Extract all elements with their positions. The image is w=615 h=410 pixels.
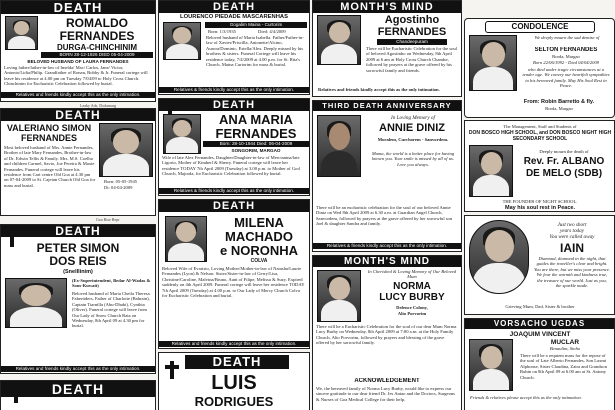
deceased-first-name: ROMALDO <box>66 17 128 29</box>
portrait-photo <box>317 270 361 322</box>
obituary-ana-maria-fernandes <box>158 98 310 196</box>
remembrance-lead-2: years today <box>559 228 585 234</box>
mass-notice-text: There will be a Eucharistic Celebration for the soul of our dear Mum Norma Lucy Burby on Wednesday, 8th April 2009 at 7:00 a.m. at the Holy Family Church, Alto Porvorim, followed by prayers and blessing of the grave offered by her sorrowful family. <box>316 324 457 346</box>
deceased-first-name: VALERIANO SIMON <box>6 124 92 133</box>
rest-in-peace-line: May his soul rest in Peace. <box>504 205 575 211</box>
obituary-romaldo-fernandes <box>0 0 156 102</box>
ad-header: VORSACHO UGDAS <box>465 319 614 329</box>
death-date: Dt: 04-04-2009 <box>104 185 133 190</box>
school-name-2: SECONDARY SCHOOL <box>512 136 568 142</box>
place-line: COLVA <box>250 258 268 264</box>
deceased-name: SELTON FERNANDES <box>534 47 598 53</box>
obituary-luis-rodrigues <box>158 352 310 410</box>
portrait-photo <box>469 220 529 294</box>
obituary-text: Wife of late Alex Fernandes, Daughter/Daughter-in-law of Mercianina/late Ligorio, Mother of Kimberl & Sherry. Funeral cortege will leave her residence TODAY 7th April 2009 (Tuesday) at 3.00 p.m. to Mother of God Church, Majorda, for Eucharistic Celebration followed by burial. <box>162 155 300 177</box>
memory-lead: In Loving Memory of <box>391 115 435 121</box>
deceased-last-name: RODRIGUES <box>194 395 274 408</box>
deceased-name-1: Rev. Fr. ALBANO <box>523 157 605 167</box>
life-dates: Born: 28-10-1944 Died: 06-04-2009 <box>203 141 309 147</box>
condolence-from: From: Robin Barretto & fly. <box>523 99 595 105</box>
portrait-photo <box>165 216 207 262</box>
deceased-first-name: MILENA <box>234 216 284 229</box>
acknowledgement-text: We, the bereaved family of Norma Lucy Burby, would like to express our sincere gratitude to our dear friend Dr. Jes Antao and the Doctors, Surgeons & Nurses of Goa Medical College for their help. <box>316 386 455 402</box>
place-line: Benaulim, Sinho <box>549 346 581 351</box>
portrait-photo <box>469 35 517 91</box>
condolence-from-place: Borda, Margao <box>545 106 573 111</box>
ad-header: CONDOLENCE <box>511 22 569 31</box>
condolence-text: who died under tragic circumstances at a tender age. We convey our heartfelt sympathies to his bereaved family. May His Soul Rest in Peace. <box>522 67 610 89</box>
mourn-lead: Deeply mourn the death of <box>539 149 589 154</box>
intimation-line: Relatives and friends kindly accept this as the only intimation. <box>318 87 440 92</box>
death-date: Died: 4/4/2009 <box>258 29 286 34</box>
memory-lead: In Cherished & Loving Memory of Our Beloved Mum <box>367 269 457 280</box>
obituary-milena-machado <box>158 199 310 349</box>
vorsacho-ugdas-joaquim-muclar <box>464 318 615 410</box>
mourn-lead: We deeply mourn the sad demise of <box>534 35 600 40</box>
obituary-text: Loving father/father-in-law of Imelda/ Mac/ Carlos, Jane/ Victor, Antonio/Lidia/Philip. Grandfather of Ronan, Bobby & Jr. Funeral cortege will leave his residence at 4.00 pm on Tuesday 7/04/09 to Holy Cross Church. Chinchinim for Eucharistic Celebration followed by burial. <box>4 65 148 87</box>
deceased-name: IAIN <box>560 242 584 254</box>
ad-header: DEATH <box>159 200 309 212</box>
deceased-first-name: LUIS <box>211 373 257 393</box>
deceased-alias: DURGA-CHINCHINIM <box>57 43 137 52</box>
intimation-line: Friends & relatives please accept this as the only intimation. <box>470 395 582 400</box>
tribute-lead: The Management, Staff and Students of <box>503 124 577 129</box>
portrait-photo <box>5 16 38 50</box>
deceased-last-name: DOS REIS <box>49 255 107 267</box>
remembrance-signoff: Grieving Mum, Dad, Sister & brother <box>505 304 575 309</box>
place-line-2: Alto Porvorim <box>397 311 427 316</box>
ad-header: MONTH'S MIND <box>313 1 461 13</box>
ad-header: DEATH <box>159 99 309 111</box>
deceased-first-name: NORMA <box>393 282 431 292</box>
deceased-first-name: PETER SIMON <box>36 242 120 254</box>
obituary-text: Most beloved husband of Mrs. Annie Fernandes, Brother of late Mary Fernandes, Brother-in-law of Dr. Edwin Tellis & Family. Mrs. M.S. Coelho and children Carmel, Savio, Joe Pereira & Maxie Fernandes. Funeral cortege will leave his residence from Cart centre Old Goa at 4.30 pm on 07-04-2009 to St. Cajetan Church Old Goa for mass and burial. <box>4 145 96 188</box>
acknowledgement-heading: ACKNOWLEDGEMENT <box>354 378 420 384</box>
life-dates: Born 22/06/1992 - Died 04/04/2009 <box>532 60 600 65</box>
obituary-bottom-left <box>0 380 156 410</box>
remembrance-poem: Diamond, diamond in the night, that guides the traveller's clear and bright. You are there, but we miss your presence. We fear the warmth and kindness true, the treasure of our world. Just as you, the sparkle made. <box>534 256 610 289</box>
ad-header: THIRD DEATH ANNIVERSARY <box>313 101 461 111</box>
ad-header: DEATH <box>185 355 289 369</box>
deceased-last-name: FERNANDES <box>59 30 135 42</box>
place-line: Borda, Margao <box>552 54 580 59</box>
deceased-last-name: LUCY BURBY <box>379 293 445 303</box>
deceased-last-name: FERNANDES <box>20 134 77 143</box>
ad-header: DEATH <box>1 109 155 121</box>
birth-date: Born: 1/3/1935 <box>208 29 236 34</box>
portrait-photo <box>317 115 361 177</box>
remembrance-iain <box>464 215 615 315</box>
deceased-last-name: MUCLAR <box>550 339 580 346</box>
intimation-line: Relatives & friends kindly accept this as the only intimation. <box>159 188 309 194</box>
life-dates: BORN 28-12-1926 DIED 05-04-2009 <box>41 52 153 58</box>
deceased-last-name: FERNANDES <box>215 127 297 140</box>
intimation-line: Relatives and friends kindly accept this as the only intimation. <box>159 341 309 347</box>
portrait-photo <box>99 123 153 177</box>
obituary-text: Beloved Wife of Evaristo, Loving Mother/Mother-in-law of Natasha/Laurie Fernandes (Lyon) & Nelson. Sister/Sister-in-law of Gerry/Lisa, Christine/Caroline, Malvina/Bruno, Aunt of Filipe, Melissa & Suzy. Expired suddenly on 4th April 2009. Funeral cortege will leave her residence TODAY 7th April 2009 (Tuesday) at 4.00 p.m. to Our Lady of Mercy Church Colva for Eucharistic Celebration and burial. <box>162 266 305 299</box>
obituary-valeriano-fernandes <box>0 108 156 216</box>
beloved-line: BELOVED HUSBAND OF LAURA FERNANDES <box>27 59 129 64</box>
ad-header: DEATH <box>159 1 309 13</box>
deceased-name: ANNIE DINIZ <box>379 123 445 134</box>
birth-date: Born: 05-05-1945 <box>104 179 138 184</box>
place-line: SONGORIM, MARGAO <box>231 148 281 153</box>
intimation-line: Relatives & friends kindly accept this as the only intimation. <box>313 243 461 249</box>
condolence-selton-fernandes <box>464 18 615 118</box>
mass-notice-text: There will be a requiem mass for the repose of the soul of Late Alberto Fernandes, Son Laxmi Alphonse, Sister Claudina, Zaira and Grandson Rubin on 8th April 09 at 6.00 am at St. Antony Church. <box>520 353 607 380</box>
deceased-last-name: FERNANDES <box>377 27 447 38</box>
ad-credit: Leaky Ads, Dodamarg <box>80 103 117 108</box>
deceased-first-name: JOAQUIM VINCENT <box>509 331 571 338</box>
obituary-text: Beloved husband of Maria Isabella. Father/Father-in-law of Xavier/Priscilla, Antonette/Alcino, Aurora/Dominic, Estella/Alex. Deeply missed by his brothers & sisters. Funeral Cortege will leave his residence today, 7/4/2009 at 4.00 p.m. for St. Rita's Church, Maina Curtorim for mass & burial. <box>206 35 304 68</box>
portrait-photo <box>5 278 67 328</box>
place-banner: Chandeepuram <box>377 39 447 45</box>
intimation-line: Relatives and friends kindly accept this as the only intimation. <box>1 366 155 372</box>
obituary-peter-dos-reis <box>0 224 156 374</box>
place-line-1: Defence Colony, <box>396 305 428 310</box>
obituary-lourenco-mascarenhas <box>158 0 310 95</box>
anniversary-annie-diniz <box>312 100 462 252</box>
deceased-name: LOURENCO PIEDADE MASCARENHAS <box>180 14 288 20</box>
ad-header: DEATH <box>1 225 155 237</box>
deceased-alias: (Snelllinim) <box>63 269 93 275</box>
months-mind-norma-burby <box>312 255 462 410</box>
deceased-middle-name: MACHADO <box>225 230 293 243</box>
ad-header: MONTH'S MIND <box>313 256 461 267</box>
portrait-photo <box>163 22 201 60</box>
portrait-photo <box>469 145 513 197</box>
mass-notice-text: There will be Eucharistic Celebration for the soul of beloved Agostinho on Wednesday, 8th April 2009 at 6 am at Holy Cross Church Chandor, followed by prayers at the grave offered by his sorrowful family and friends. <box>366 46 457 73</box>
obituary-text: Beloved husband of Maria Cheila Theresa Fahertiders, Father of Charlotte (Bahrain), Captain Tiarnilla (Abu-Dhabi), Cynthia (Oliver). Funeral cortege will leave from Our Lady of Snow Church Raia on Wednesday, 8th April 09 at 4.30 pm for burial. <box>72 291 150 329</box>
role-line: THE FOUNDER OF NIGHT SCHOOL. <box>502 199 578 204</box>
deceased-name-2: DE MELO (SDB) <box>525 169 603 179</box>
school-name-1: DON BOSCO HIGH SCHOOL, and DON BOSCO NIGHT HIGH <box>468 130 612 136</box>
place-banner: Gogalim Maina - Curtorim <box>205 22 307 28</box>
cross-icon <box>9 385 23 403</box>
ad-header: DEATH <box>1 1 155 14</box>
remembrance-lead-1: Just two short <box>557 222 587 228</box>
ad-header: DEATH <box>1 381 155 397</box>
months-mind-agostinho-fernandes <box>312 0 462 97</box>
cross-icon <box>163 99 173 111</box>
portrait-photo <box>163 114 201 154</box>
portrait-photo <box>317 15 361 65</box>
remembrance-lead-3: You were called away <box>549 234 595 240</box>
ad-credit: Goa Rise Repr <box>96 217 120 222</box>
tribute-fr-albano-de-melo <box>464 120 615 212</box>
memorial-poem: Mama, the world is a better place for having known you. Your smile is missed by all of us. Love you always. <box>371 151 455 167</box>
portrait-photo <box>469 339 513 391</box>
deceased-first-name: ANA MARIA <box>219 113 293 126</box>
deceased-last-name: e NORONHA <box>219 244 298 257</box>
intimation-line: Relatives and friends kindly accept this as the only intimation. <box>1 92 155 98</box>
deceased-first-name: Agostinho <box>384 15 440 26</box>
occupation-tag: (Ex-Superintendent, Bedar Al-Wadas & Sons-Kuwait) <box>72 278 151 289</box>
mass-notice-text: There will be an eucharistic celebration for the soul of our beloved Annie Diniz on Wed 8th April 2009 at 6.30 a.m. at Guardian Angel Church, Sanvordem, followed by prayers at the grave offered by her sorrowful son Joel & daughter Sandra and family. <box>316 205 453 227</box>
intimation-line: Relatives & friends kindly accept this as the only intimation. <box>159 87 309 93</box>
place-line: Moralem, Curchorem - Sanvordem. <box>377 137 449 142</box>
